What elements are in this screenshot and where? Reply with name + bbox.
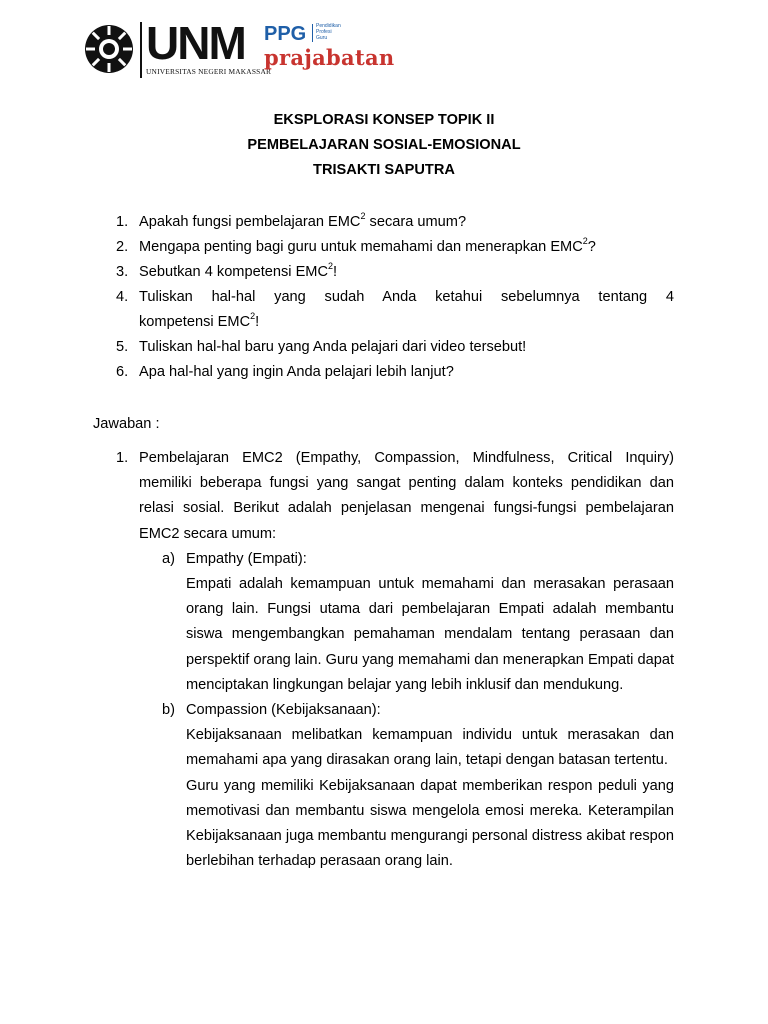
question-list: [116, 210, 674, 385]
answer-number: 1.: [116, 450, 129, 466]
subitem-heading: Compassion (Kebijaksanaan):: [186, 702, 381, 719]
unm-seal-icon: [84, 24, 134, 74]
question-text: Apakah fungsi pembelajaran EMC$^2$ secara umum?: [139, 211, 467, 230]
question-item: [116, 260, 674, 285]
answer-subitem: [116, 547, 674, 698]
subitem-paragraph: Empati adalah kemampuan untuk memahami dan merasakan perasaan orang lain. Fungsi utama dari pembelajaran Empati adalah membantu siswa mengembangkan pemahaman mendalam tentang perasaan dan perspektif orang lain. Guru yang memahami dan menerapkan Empati dapat menciptakan lingkungan belajar yang lebih inklusif dan mendukung.: [186, 576, 674, 693]
title-line-2: PEMBELAJARAN SOSIAL-EMOSIONAL: [247, 137, 521, 153]
unm-logo-text: UNM: [146, 17, 245, 69]
title-line-1: EKSPLORASI KONSEP TOPIK II: [273, 112, 495, 128]
question-item: [116, 210, 674, 235]
question-number: 3.: [116, 264, 129, 280]
subitem-paragraph: Guru yang memiliki Kebijaksanaan dapat memberikan respon peduli yang memotivasi dan membantu siswa mengelola emosi mereka. Keterampilan Kebijaksanaan juga membantu mengurangi personal distress akibat respon berlebihan terhadap perasaan orang lain.: [186, 777, 674, 870]
subitem-paragraph: Kebijaksanaan melibatkan kemampuan individu untuk merasakan dan memahami apa yang dirasakan orang lain, tetapi dengan batasan tertentu.: [186, 727, 674, 769]
question-item: [116, 335, 674, 360]
ppg-description: Pendidikan Profesi Guru: [316, 23, 341, 41]
answer-subitem: [116, 698, 674, 874]
question-text: Apa hal-hal yang ingin Anda pelajari lebih lanjut?: [139, 364, 454, 380]
question-number: 4.: [116, 289, 129, 305]
subitem-letter: b): [162, 702, 175, 719]
question-number: 1.: [116, 214, 129, 230]
question-number: 5.: [116, 339, 129, 355]
logo-divider: [140, 22, 142, 78]
header-logo: [84, 18, 404, 82]
question-item: [116, 285, 674, 335]
title-line-3: TRISAKTI SAPUTRA: [313, 162, 455, 178]
question-text: Mengapa penting bagi guru untuk memahami dan menerapkan EMC$^2$?: [139, 236, 596, 255]
prajabatan-label: prajabatan: [264, 45, 395, 70]
ppg-label: PPG: [264, 23, 307, 45]
university-name: UNIVERSITAS NEGERI MAKASSAR: [146, 67, 272, 76]
question-text: Sebutkan 4 kompetensi EMC$^2$!: [139, 261, 338, 280]
question-item: [116, 360, 674, 385]
answer-item: [116, 446, 674, 874]
document-titles: [0, 108, 768, 183]
subitem-letter: a): [162, 550, 175, 567]
question-number: 2.: [116, 239, 129, 255]
question-number: 6.: [116, 364, 129, 380]
question-text: Tuliskan hal-hal yang sudah Anda ketahui sebelumnya tentang 4 kompetensi EMC$^2$!: [139, 289, 674, 330]
question-item: [116, 235, 674, 260]
jawaban-label: Jawaban :: [93, 416, 160, 432]
answer-intro: Pembelajaran EMC2 (Empathy, Compassion, Mindfulness, Critical Inquiry) memiliki beberapa fungsi yang sangat penting dalam konteks pendidikan dan relasi sosial. Berikut adalah penjelasan mengenai fungsi-fungsi pembelajaran EMC2 secara umum:: [139, 450, 674, 542]
question-text: Tuliskan hal-hal baru yang Anda pelajari dari video tersebut!: [139, 339, 527, 355]
ppg-divider: [312, 24, 313, 42]
subitem-heading: Empathy (Empati):: [186, 550, 307, 567]
